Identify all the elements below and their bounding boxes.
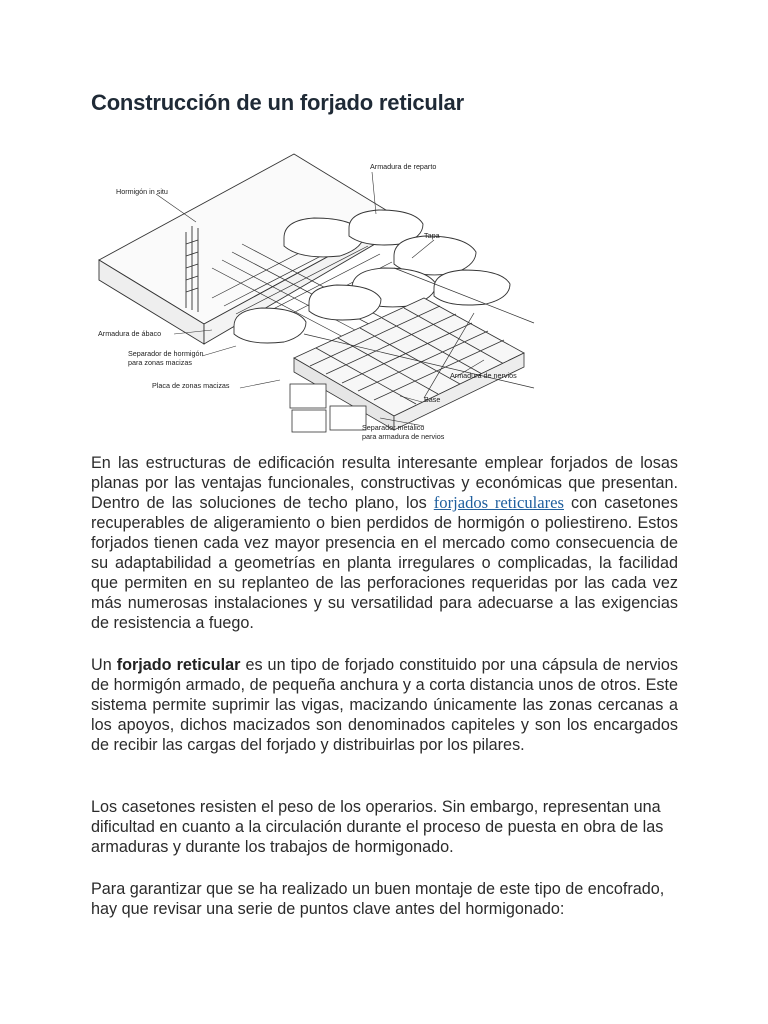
label-separador-metalico-2: para armadura de nervios: [362, 432, 445, 441]
paragraph-montaje-text: Para garantizar que se ha realizado un buen montaje de este tipo de encofrado, hay que revisar una serie de puntos clave antes del hormigonado:: [91, 880, 665, 918]
forjado-diagram: [94, 148, 544, 446]
paragraph-definition-text-2: es un tipo de forjado constituido por una cápsula de nervios de hormigón armado, de pequeña anchura y a corta distancia unos de otros. Este sistema permite suprimir las vigas, macizando únicamente las zonas cercanas a los apoyos, dichos macizados son denominados capiteles y son los encargados de recibir las cargas del forjado y distribuirlas por los pilares.: [91, 656, 678, 754]
label-separador-metalico: Separador metálico: [362, 423, 425, 432]
label-tapa: Tapa: [424, 231, 440, 240]
paragraph-casetones-text: Los casetones resisten el peso de los operarios. Sin embargo, representan una dificultad en cuanto a la circulación durante el proceso de puesta en obra de las armaduras y durante los trabajos de hormigonado.: [91, 798, 664, 856]
paragraph-intro-text-1: En las estructuras de edificación resulta interesante emplear forjados de losas planas por las ventajas funcionales, constructivas y económicas que presentan. Dentro de las soluciones de techo plano, los: [91, 454, 678, 512]
label-separador-hormigon: Separador de hormigón: [128, 349, 204, 358]
label-base: Base: [424, 395, 441, 404]
paragraph-definition: [91, 655, 678, 755]
label-armadura-abaco: Armadura de ábaco: [98, 329, 162, 338]
paragraph-casetones: [91, 797, 678, 857]
label-separador-hormigon-2: para zonas macizas: [128, 358, 192, 367]
label-armadura-nervios: Armadura de nervios: [450, 371, 517, 380]
paragraph-definition-text-1: Un: [91, 656, 117, 674]
paragraph-montaje: [91, 879, 678, 919]
label-hormigon-in-situ: Hormigón in situ: [116, 187, 168, 196]
paragraph-intro-text-2: con casetones recuperables de aligeramiento o bien perdidos de hormigón o poliestireno. Estos forjados tienen cada vez mayor presencia en el mercado como consecuencia de su adaptabilidad a geometrías en planta irregulares o complicadas, la facilidad que permiten en su replanteo de las perforaciones requeridas por las cada vez más numerosas instalaciones y su versatilidad para adecuarse a las exigencias de resistencia a fuego.: [91, 494, 679, 632]
page-title: Construcción de un forjado reticular: [91, 90, 464, 115]
forjados-reticulares-link[interactable]: forjados reticulares: [433, 493, 564, 512]
bold-term: forjado reticular: [116, 656, 241, 674]
paragraph-intro: [91, 453, 678, 633]
label-armadura-reparto: Armadura de reparto: [370, 162, 437, 171]
label-placa-zonas-macizas: Placa de zonas macizas: [152, 381, 230, 390]
